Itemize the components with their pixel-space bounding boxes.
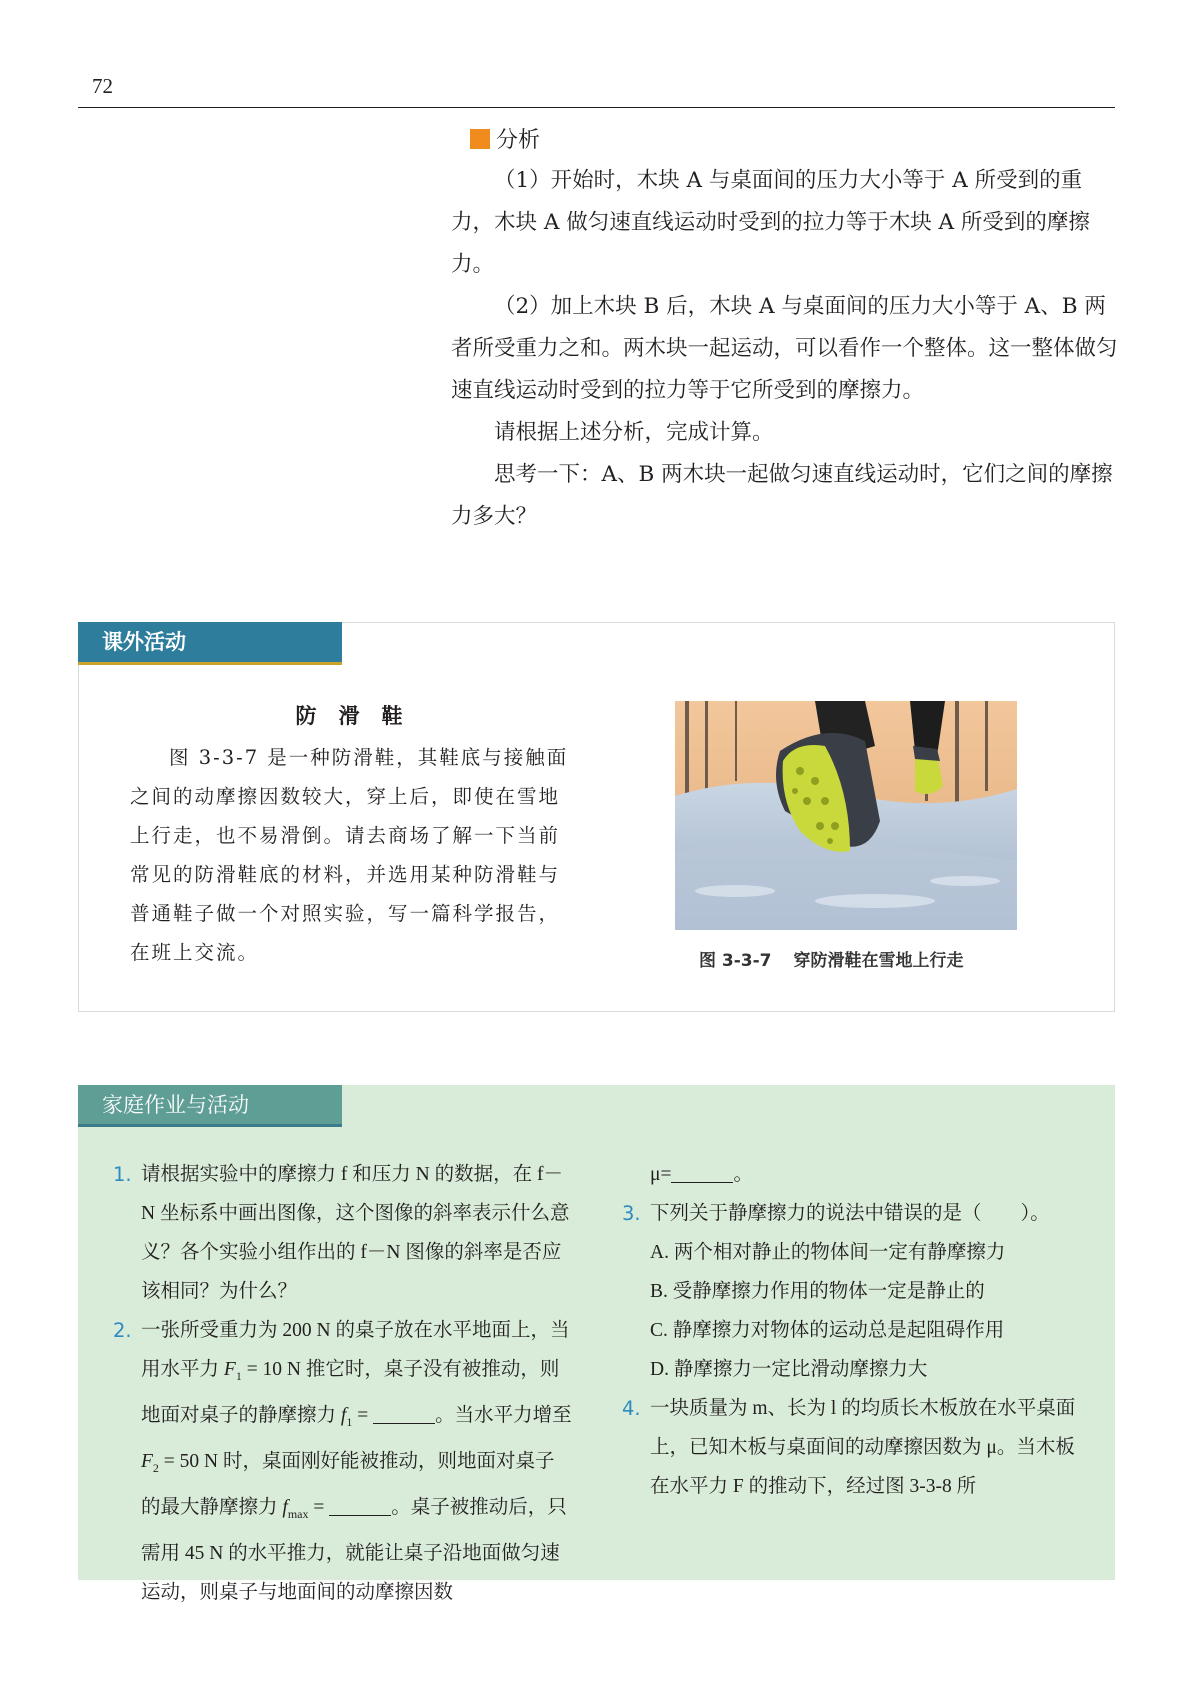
- question-1-text: 请根据实验中的摩擦力 f 和压力 N 的数据，在 f－N 坐标系中画出图像，这个图像的斜率表示什么意义？各个实验小组作出的 f－N 图像的斜率是否应该相同？为什么？: [141, 1164, 570, 1302]
- question-number: 1.: [113, 1163, 132, 1186]
- question-number: 3.: [622, 1202, 641, 1225]
- question-2-end: 。: [733, 1164, 753, 1185]
- question-2-part-c: 。桌子被推动后，只需用 45 N 的水平推力，就能让桌子沿地面做匀速运动，则桌子与地面间的动摩擦因数: [141, 1496, 567, 1603]
- analysis-body: [451, 160, 1121, 538]
- question-2-part-a: 一张所受重力为 200 N 的桌子放在水平地面上，当用水平力: [141, 1320, 570, 1380]
- analysis-paragraph-1: （1）开始时，木块 A 与桌面间的压力大小等于 A 所受到的重力，木块 A 做匀速直线运动时受到的拉力等于木块 A 所受到的摩擦力。: [451, 168, 1090, 277]
- question-number: 4.: [622, 1397, 641, 1420]
- homework-tab: 家庭作业与活动: [78, 1085, 342, 1125]
- analysis-paragraph-3: 请根据上述分析，完成计算。: [494, 420, 774, 445]
- activity-title: 防滑鞋: [295, 704, 425, 728]
- activity-tab: 课外活动: [78, 622, 342, 662]
- orange-square-marker: [470, 129, 490, 149]
- figure-caption-text: 穿防滑鞋在雪地上行走: [793, 951, 964, 971]
- question-number: 2.: [113, 1319, 132, 1342]
- question-2-f1: = 10 N 推它时，桌子没有被推动，则地面对桌子的静摩擦力: [141, 1359, 560, 1426]
- question-1: [113, 1155, 573, 1311]
- answer-blank[interactable]: [373, 1403, 435, 1424]
- snow-running-illustration: [675, 701, 1017, 930]
- homework-tab-underline: [78, 1124, 342, 1127]
- question-2-f2: = 50 N 时，桌面刚好能被推动，则地面对桌子的最大静摩擦力: [141, 1450, 555, 1518]
- question-2-mu: μ=: [650, 1164, 672, 1185]
- header-rule: [78, 107, 1115, 108]
- analysis-heading-label: 分析: [496, 128, 541, 153]
- answer-blank[interactable]: [329, 1495, 391, 1516]
- homework-column-right: [622, 1155, 1082, 1506]
- analysis-paragraph-4: 思考一下：A、B 两木块一起做匀速直线运动时，它们之间的摩擦力多大？: [451, 462, 1113, 529]
- figure-number: 图 3-3-7: [699, 951, 772, 971]
- option-b: B. 受静摩擦力作用的物体一定是静止的: [650, 1281, 985, 1302]
- option-c: C. 静摩擦力对物体的运动总是起阻碍作用: [650, 1320, 1005, 1341]
- analysis-heading: [470, 123, 540, 154]
- figure-caption: [699, 946, 964, 971]
- activity-paragraph: 图 3-3-7 是一种防滑鞋，其鞋底与接触面之间的动摩擦因数较大，穿上后，即使在雪地上行走，也不易滑倒。请去商场了解一下当前常见的防滑鞋底的材料，并选用某种防滑鞋与普通鞋子做一个对照实验，写一篇科学报告，在班上交流。: [130, 746, 569, 964]
- option-a: A. 两个相对静止的物体间一定有静摩擦力: [650, 1242, 1006, 1263]
- anti-slip-shoe-photo: [675, 701, 1017, 930]
- activity-text: [130, 738, 570, 972]
- activity-tab-underline: [78, 662, 342, 665]
- question-4: [622, 1389, 1082, 1506]
- question-2-continuation: [622, 1155, 1082, 1194]
- answer-blank[interactable]: [671, 1163, 733, 1184]
- question-4-text: 一块质量为 m、长为 l 的均质长木板放在水平桌面上，已知木板与桌面间的动摩擦因数为 μ。当木板在水平力 F 的推动下，经过图 3-3-8 所: [650, 1398, 1076, 1497]
- question-3: [622, 1194, 1082, 1233]
- option-d: D. 静摩擦力一定比滑动摩擦力大: [650, 1359, 928, 1380]
- homework-column-left: [113, 1155, 573, 1612]
- question-3-stem: 下列关于静摩擦力的说法中错误的是（ ）。: [650, 1203, 1050, 1224]
- analysis-paragraph-2: （2）加上木块 B 后，木块 A 与桌面间的压力大小等于 A、B 两者所受重力之和。两木块一起运动，可以看作一个整体。这一整体做匀速直线运动时受到的拉力等于它所受到的摩擦力。: [451, 294, 1118, 403]
- page-number: 72: [92, 74, 113, 98]
- question-2-part-b: 。当水平力增至: [435, 1404, 572, 1426]
- question-2: 2. 一张所受重力为 200 N 的桌子放在水平地面上，当用水平力 $F_1 = 10$ N 推它时，桌子没有被推动，则地面对桌子的静摩擦力 $f_1$ = 。当水平力增至 $F_2 = 50$ N 时，桌面刚好能被推动，则地面对桌子的最大静摩擦力 $f_{max}$ = 。桌子被推动后，只需用 45 N 的水平推力，就能让桌子沿地面做匀速运动，则桌子与地面间的动摩擦因数: [113, 1311, 573, 1612]
